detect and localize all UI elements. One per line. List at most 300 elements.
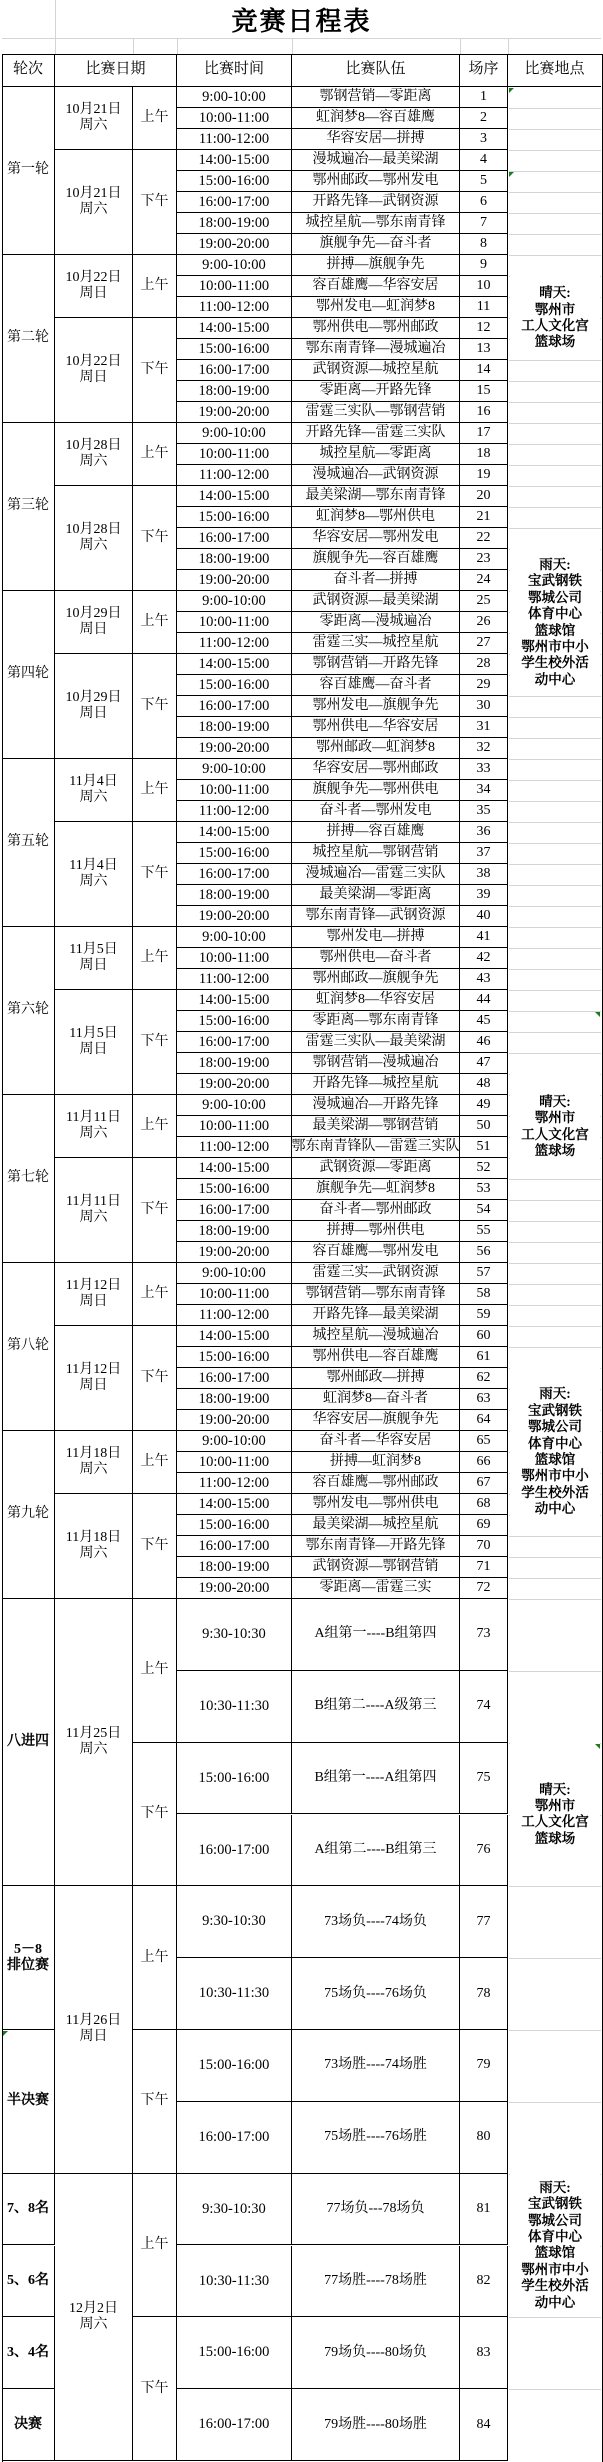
venue-gridline: [509, 213, 601, 214]
round-label-cell: [2, 927, 55, 1095]
text-line: 晴天:: [539, 1093, 571, 1109]
weekday-text: 周日: [79, 370, 108, 385]
match-date-cell: [55, 423, 133, 486]
gap-gridline: [133, 38, 134, 54]
venue-gridline: [509, 1671, 601, 1672]
venue-gridline: [509, 171, 601, 172]
date-text: 11月18日: [65, 1445, 122, 1461]
match-teams-cell: 75场负----76场负: [292, 1958, 460, 2030]
match-teams-cell: 开路先锋—最美梁湖: [292, 1305, 460, 1326]
date-text: 10月21日: [65, 185, 122, 201]
match-date-cell: [55, 822, 133, 927]
text-line: 鄂州市: [534, 1110, 576, 1126]
match-order-cell: 37: [460, 843, 508, 864]
match-order-cell: 33: [460, 759, 508, 780]
ampm-cell: 上午: [133, 255, 177, 318]
match-order-cell: 80: [460, 2102, 508, 2174]
match-time-cell: 15:00-16:00: [177, 1179, 292, 1200]
match-teams-cell: 零距离—漫城遍冶: [292, 612, 460, 633]
match-order-cell: 38: [460, 864, 508, 885]
venue-gridline: [509, 1263, 601, 1264]
venue-gridline: [509, 108, 601, 109]
match-date-cell: [55, 318, 133, 423]
match-time-cell: 16:00-17:00: [177, 360, 292, 381]
match-teams-cell: 79场胜----80场胜: [292, 2389, 460, 2461]
match-teams-cell: 77场胜----78场胜: [292, 2246, 460, 2318]
match-order-cell: 53: [460, 1179, 508, 1200]
text-line: 篮球场: [534, 1142, 576, 1158]
match-teams-cell: 鄂钢营销—开路先锋: [292, 654, 460, 675]
match-order-cell: 49: [460, 1095, 508, 1116]
date-text: 10月29日: [65, 689, 122, 705]
match-order-cell: 82: [460, 2246, 508, 2318]
match-time-cell: 16:00-17:00: [177, 2102, 292, 2174]
match-order-cell: 18: [460, 444, 508, 465]
match-order-cell: 56: [460, 1242, 508, 1263]
text-line: 决赛: [14, 2416, 42, 2432]
match-order-cell: 19: [460, 465, 508, 486]
venue-gridline: [509, 1242, 601, 1243]
match-order-cell: 5: [460, 171, 508, 192]
match-time-cell: 15:00-16:00: [177, 339, 292, 360]
round-label-cell: [2, 2389, 55, 2461]
text-line: 鄂城公司: [528, 2212, 582, 2228]
match-date-cell: [55, 654, 133, 759]
match-teams-cell: 73场负----74场负: [292, 1886, 460, 1958]
text-line: 篮球场: [534, 334, 576, 350]
match-date-cell: [55, 1431, 133, 1494]
match-time-cell: 10:00-11:00: [177, 780, 292, 801]
ampm-cell: 下午: [133, 486, 177, 591]
round-label-cell: [2, 2030, 55, 2174]
match-order-cell: 57: [460, 1263, 508, 1284]
venue-gridline: [509, 1536, 601, 1537]
match-order-cell: 54: [460, 1200, 508, 1221]
venue-gridline: [509, 381, 601, 382]
match-teams-cell: 开路先锋—雷霆三实队: [292, 423, 460, 444]
match-time-cell: 9:00-10:00: [177, 591, 292, 612]
match-teams-cell: 75场胜----76场胜: [292, 2102, 460, 2174]
match-time-cell: 14:00-15:00: [177, 654, 292, 675]
match-time-cell: 9:30-10:30: [177, 2174, 292, 2246]
match-time-cell: 19:00-20:00: [177, 1074, 292, 1095]
match-order-cell: 55: [460, 1221, 508, 1242]
match-time-cell: 18:00-19:00: [177, 213, 292, 234]
match-order-cell: 14: [460, 360, 508, 381]
weekday-text: 周六: [79, 790, 108, 805]
date-text: 10月21日: [65, 101, 122, 117]
match-order-cell: 32: [460, 738, 508, 759]
match-date-cell: [55, 2174, 133, 2461]
match-date-cell: [55, 759, 133, 822]
ampm-cell: 上午: [133, 2174, 177, 2318]
match-time-cell: 9:30-10:30: [177, 1599, 292, 1671]
weekday-text: 周六: [79, 1742, 108, 1758]
match-order-cell: 2: [460, 108, 508, 129]
match-order-cell: 71: [460, 1557, 508, 1578]
match-time-cell: 10:00-11:00: [177, 444, 292, 465]
match-time-cell: 14:00-15:00: [177, 1494, 292, 1515]
match-time-cell: 14:00-15:00: [177, 486, 292, 507]
match-time-cell: 11:00-12:00: [177, 465, 292, 486]
venue-gridline: [509, 1053, 601, 1054]
date-text: 10月22日: [65, 269, 122, 285]
date-text: 11月11日: [66, 1193, 121, 1209]
match-order-cell: 67: [460, 1473, 508, 1494]
match-time-cell: 15:00-16:00: [177, 171, 292, 192]
match-order-cell: 59: [460, 1305, 508, 1326]
venue-gridline: [509, 1011, 601, 1012]
round-label-cell: [2, 591, 55, 759]
text-line: 鄂城公司: [528, 589, 582, 605]
match-teams-cell: 容百雄鹰—奋斗者: [292, 675, 460, 696]
match-teams-cell: 雷霆三实—武钢资源: [292, 1263, 460, 1284]
match-teams-cell: 最美梁湖—鄂钢营销: [292, 1116, 460, 1137]
match-teams-cell: 旗舰争先—虹润梦8: [292, 1179, 460, 1200]
ampm-cell: 上午: [133, 759, 177, 822]
match-order-cell: 28: [460, 654, 508, 675]
weekday-text: 周日: [79, 1294, 108, 1309]
match-teams-cell: 武钢资源—城控星航: [292, 360, 460, 381]
match-order-cell: 7: [460, 213, 508, 234]
round-label-cell: [2, 1886, 55, 2030]
match-time-cell: 18:00-19:00: [177, 1557, 292, 1578]
venue-gridline: [509, 2389, 601, 2390]
match-order-cell: 78: [460, 1958, 508, 2030]
date-text: 11月12日: [65, 1361, 122, 1377]
venue-gridline: [509, 255, 601, 256]
match-teams-cell: 鄂州邮政—拼搏: [292, 1368, 460, 1389]
weekday-text: 周日: [79, 1042, 108, 1057]
date-text: 10月28日: [65, 437, 122, 453]
column-header-round: 轮次: [2, 54, 55, 87]
ampm-cell: 上午: [133, 87, 177, 150]
match-time-cell: 18:00-19:00: [177, 549, 292, 570]
title-gridline: [55, 0, 56, 38]
column-header-time: 比赛时间: [177, 54, 292, 87]
match-time-cell: 11:00-12:00: [177, 1305, 292, 1326]
text-line: 宝武钢铁: [528, 2196, 582, 2212]
ampm-cell: 上午: [133, 1431, 177, 1494]
match-order-cell: 36: [460, 822, 508, 843]
ampm-cell: 上午: [133, 927, 177, 990]
venue-gridline: [509, 234, 601, 235]
match-order-cell: 69: [460, 1515, 508, 1536]
match-teams-cell: 鄂钢营销—鄂东南青锋: [292, 1284, 460, 1305]
ampm-cell: 上午: [133, 423, 177, 486]
match-teams-cell: 77场负---78场负: [292, 2174, 460, 2246]
match-time-cell: 18:00-19:00: [177, 885, 292, 906]
match-date-cell: [55, 990, 133, 1095]
text-line: 鄂州市中小: [521, 638, 589, 654]
match-teams-cell: 武钢资源—鄂钢营销: [292, 1557, 460, 1578]
match-time-cell: 19:00-20:00: [177, 570, 292, 591]
ampm-cell: 下午: [133, 1158, 177, 1263]
venue-gridline: [509, 1326, 601, 1327]
match-order-cell: 63: [460, 1389, 508, 1410]
match-time-cell: 16:00-17:00: [177, 1200, 292, 1221]
match-teams-cell: 鄂东南青锋队—雷霆三实队: [292, 1137, 460, 1158]
match-time-cell: 19:00-20:00: [177, 402, 292, 423]
match-teams-cell: 城控星航—零距离: [292, 444, 460, 465]
ampm-cell: 上午: [133, 1095, 177, 1158]
match-time-cell: 18:00-19:00: [177, 1389, 292, 1410]
match-teams-cell: 79场负----80场负: [292, 2317, 460, 2389]
match-time-cell: 11:00-12:00: [177, 1137, 292, 1158]
match-teams-cell: 73场胜----74场胜: [292, 2030, 460, 2102]
match-order-cell: 61: [460, 1347, 508, 1368]
match-time-cell: 9:00-10:00: [177, 927, 292, 948]
match-time-cell: 14:00-15:00: [177, 318, 292, 339]
text-line: 动中心: [534, 2294, 576, 2310]
venue-gridline: [509, 801, 601, 802]
match-order-cell: 75: [460, 1743, 508, 1815]
text-line: 工人文化宫: [521, 1126, 589, 1142]
match-teams-cell: 最美梁湖—城控星航: [292, 1515, 460, 1536]
venue-weather-note: [510, 2174, 600, 2318]
venue-gridline: [509, 885, 601, 886]
ampm-cell: 下午: [133, 2317, 177, 2461]
venue-weather-note: [510, 549, 600, 696]
comment-marker-icon: [509, 172, 514, 177]
match-teams-cell: 开路先锋—城控星航: [292, 1074, 460, 1095]
text-line: 5－8: [14, 1941, 42, 1957]
text-line: 5、6名: [7, 2272, 49, 2288]
match-teams-cell: 武钢资源—最美梁湖: [292, 591, 460, 612]
match-time-cell: 16:00-17:00: [177, 1815, 292, 1887]
match-date-cell: [55, 1158, 133, 1263]
match-order-cell: 39: [460, 885, 508, 906]
column-header-order: 场序: [460, 54, 508, 87]
match-order-cell: 20: [460, 486, 508, 507]
column-header-date: 比赛日期: [55, 54, 177, 87]
date-text: 10月28日: [65, 521, 122, 537]
match-order-cell: 70: [460, 1536, 508, 1557]
text-line: 7、8名: [7, 2201, 49, 2217]
round-label-cell: [2, 87, 55, 255]
weekday-text: 周六: [79, 2316, 108, 2332]
venue-gridline: [509, 486, 601, 487]
match-time-cell: 15:00-16:00: [177, 1347, 292, 1368]
venue-gridline: [509, 864, 601, 865]
match-time-cell: 15:00-16:00: [177, 1743, 292, 1815]
ampm-cell: 下午: [133, 1326, 177, 1431]
match-order-cell: 3: [460, 129, 508, 150]
match-teams-cell: 鄂州邮政—鄂州发电: [292, 171, 460, 192]
match-order-cell: 6: [460, 192, 508, 213]
text-line: 鄂州市中小: [521, 2261, 589, 2277]
match-date-cell: [55, 1599, 133, 1886]
match-order-cell: 17: [460, 423, 508, 444]
match-teams-cell: 零距离—开路先锋: [292, 381, 460, 402]
match-teams-cell: 鄂东南青锋—武钢资源: [292, 906, 460, 927]
match-teams-cell: 漫城遍冶—开路先锋: [292, 1095, 460, 1116]
match-order-cell: 48: [460, 1074, 508, 1095]
match-teams-cell: 城控星航—漫城遍冶: [292, 1326, 460, 1347]
venue-gridline: [509, 1886, 601, 1887]
match-time-cell: 10:00-11:00: [177, 612, 292, 633]
match-time-cell: 10:00-11:00: [177, 276, 292, 297]
weekday-text: 周六: [79, 118, 108, 133]
match-order-cell: 43: [460, 969, 508, 990]
ampm-cell: 下午: [133, 150, 177, 255]
venue-gridline: [509, 423, 601, 424]
text-line: 第一轮: [7, 162, 49, 178]
gap-gridline: [55, 38, 56, 54]
gap-gridline: [177, 38, 178, 54]
match-teams-cell: 开路先锋—武钢资源: [292, 192, 460, 213]
text-line: 学生校外活: [521, 1484, 589, 1500]
match-teams-cell: 鄂州邮政—旗舰争先: [292, 969, 460, 990]
match-teams-cell: 城控星航—鄂东南青锋: [292, 213, 460, 234]
weekday-text: 周日: [79, 2029, 108, 2045]
text-line: 鄂城公司: [528, 1419, 582, 1435]
match-order-cell: 74: [460, 1671, 508, 1743]
date-text: 12月2日: [69, 2300, 118, 2316]
text-line: 篮球场: [534, 1830, 576, 1846]
weekday-text: 周日: [79, 622, 108, 637]
match-teams-cell: 华容安居—鄂州发电: [292, 528, 460, 549]
text-line: 体育中心: [528, 2229, 582, 2245]
match-teams-cell: 雷霆三实队—最美梁湖: [292, 1032, 460, 1053]
text-line: 篮球馆: [534, 622, 576, 638]
match-time-cell: 11:00-12:00: [177, 129, 292, 150]
match-time-cell: 16:00-17:00: [177, 1536, 292, 1557]
venue-gridline: [509, 696, 601, 697]
match-teams-cell: 鄂州邮政—虹润梦8: [292, 738, 460, 759]
date-text: 10月29日: [65, 605, 122, 621]
match-order-cell: 30: [460, 696, 508, 717]
ampm-cell: 上午: [133, 1263, 177, 1326]
match-teams-cell: 鄂州供电—容百雄鹰: [292, 1347, 460, 1368]
text-line: 晴天:: [539, 1781, 571, 1797]
match-order-cell: 26: [460, 612, 508, 633]
round-label-cell: [2, 2246, 55, 2318]
text-line: 八进四: [7, 1734, 49, 1750]
text-line: 体育中心: [528, 606, 582, 622]
ampm-cell: 下午: [133, 990, 177, 1095]
match-teams-cell: 华容安居—鄂州邮政: [292, 759, 460, 780]
match-time-cell: 10:00-11:00: [177, 948, 292, 969]
match-time-cell: 10:00-11:00: [177, 1452, 292, 1473]
match-order-cell: 42: [460, 948, 508, 969]
venue-gridline: [509, 1200, 601, 1201]
match-date-cell: [55, 150, 133, 255]
match-order-cell: 16: [460, 402, 508, 423]
match-order-cell: 84: [460, 2389, 508, 2461]
match-teams-cell: 鄂东南青锋—开路先锋: [292, 1536, 460, 1557]
match-teams-cell: 奋斗者—拼搏: [292, 570, 460, 591]
text-line: 动中心: [534, 671, 576, 687]
match-time-cell: 9:00-10:00: [177, 255, 292, 276]
ampm-cell: 下午: [133, 318, 177, 423]
match-order-cell: 31: [460, 717, 508, 738]
match-time-cell: 16:00-17:00: [177, 696, 292, 717]
match-teams-cell: 零距离—雷霆三实: [292, 1578, 460, 1599]
venue-gridline: [509, 738, 601, 739]
match-teams-cell: 拼搏—鄂州供电: [292, 1221, 460, 1242]
weekday-text: 周六: [79, 202, 108, 217]
match-teams-cell: 鄂州发电—鄂州供电: [292, 1494, 460, 1515]
weekday-text: 周日: [79, 706, 108, 721]
match-order-cell: 83: [460, 2317, 508, 2389]
match-time-cell: 14:00-15:00: [177, 1326, 292, 1347]
match-teams-cell: 城控星航—鄂钢营销: [292, 843, 460, 864]
match-teams-cell: 虹润梦8—容百雄鹰: [292, 108, 460, 129]
venue-gridline: [509, 1284, 601, 1285]
venue-weather-note: [510, 1743, 600, 1887]
round-label-cell: [2, 1095, 55, 1263]
text-line: 工人文化宫: [521, 318, 589, 333]
text-line: 宝武钢铁: [528, 573, 582, 589]
match-time-cell: 16:00-17:00: [177, 192, 292, 213]
match-time-cell: 14:00-15:00: [177, 822, 292, 843]
match-time-cell: 10:30-11:30: [177, 2246, 292, 2318]
match-teams-cell: 鄂东南青锋—漫城遍冶: [292, 339, 460, 360]
match-teams-cell: 鄂州供电—奋斗者: [292, 948, 460, 969]
venue-weather-note: [510, 276, 600, 360]
match-time-cell: 14:00-15:00: [177, 990, 292, 1011]
venue-gridline: [509, 1179, 601, 1180]
venue-gridline: [509, 717, 601, 718]
venue-gridline: [509, 1578, 601, 1579]
round-label-cell: [2, 2174, 55, 2246]
match-teams-cell: B组第一----A组第四: [292, 1743, 460, 1815]
gap-gridline: [2, 38, 601, 39]
text-line: 第九轮: [7, 1506, 49, 1522]
venue-gridline: [509, 1599, 601, 1600]
match-time-cell: 14:00-15:00: [177, 150, 292, 171]
venue-gridline: [509, 507, 601, 508]
match-order-cell: 41: [460, 927, 508, 948]
match-order-cell: 11: [460, 297, 508, 318]
match-time-cell: 18:00-19:00: [177, 717, 292, 738]
venue-gridline: [509, 927, 601, 928]
text-line: 篮球馆: [534, 1452, 576, 1467]
match-teams-cell: 鄂州发电—虹润梦8: [292, 297, 460, 318]
date-text: 11月4日: [69, 857, 118, 873]
text-line: 3、4名: [7, 2344, 49, 2360]
venue-gridline: [509, 948, 601, 949]
weekday-text: 周六: [79, 1462, 108, 1477]
match-order-cell: 4: [460, 150, 508, 171]
venue-gridline: [509, 129, 601, 130]
match-time-cell: 15:00-16:00: [177, 1011, 292, 1032]
text-line: 晴天:: [539, 285, 571, 301]
match-date-cell: [55, 927, 133, 990]
match-time-cell: 19:00-20:00: [177, 738, 292, 759]
text-line: 半决赛: [7, 2093, 49, 2109]
match-time-cell: 9:30-10:30: [177, 1886, 292, 1958]
match-time-cell: 16:00-17:00: [177, 2389, 292, 2461]
match-date-cell: [55, 255, 133, 318]
match-teams-cell: 奋斗者—华容安居: [292, 1431, 460, 1452]
match-teams-cell: 雷霆三实队—鄂钢营销: [292, 402, 460, 423]
text-line: 第八轮: [7, 1338, 49, 1354]
match-date-cell: [55, 1263, 133, 1326]
venue-gridline: [509, 2102, 601, 2103]
ampm-cell: 下午: [133, 822, 177, 927]
match-teams-cell: 虹润梦8—奋斗者: [292, 1389, 460, 1410]
match-order-cell: 50: [460, 1116, 508, 1137]
match-order-cell: 9: [460, 255, 508, 276]
match-teams-cell: B组第二----A级第三: [292, 1671, 460, 1743]
match-time-cell: 19:00-20:00: [177, 906, 292, 927]
match-teams-cell: 奋斗者—鄂州发电: [292, 801, 460, 822]
text-line: 排位赛: [7, 1957, 49, 1973]
comment-marker-icon: [595, 1744, 600, 1749]
match-order-cell: 44: [460, 990, 508, 1011]
